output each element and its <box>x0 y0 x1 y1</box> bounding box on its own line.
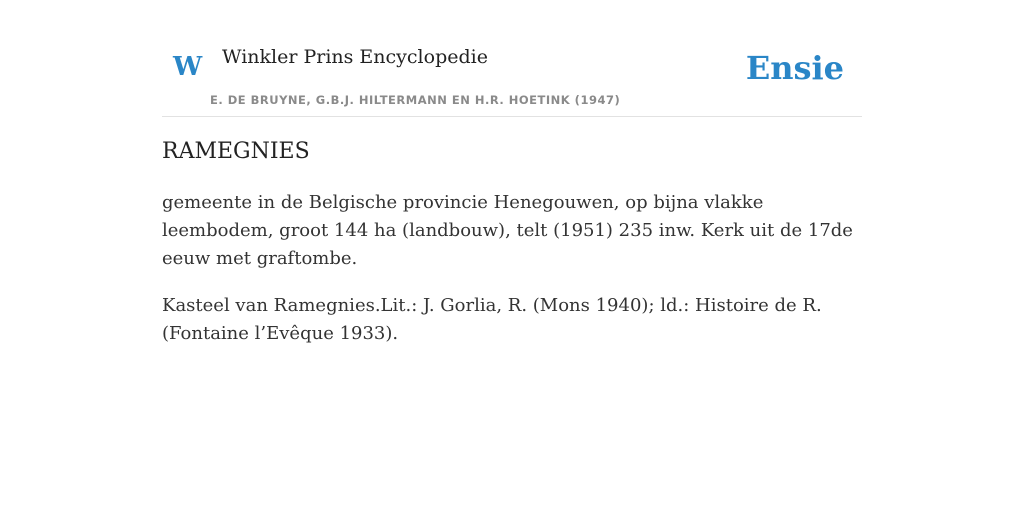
winkler-prins-logo[interactable]: W <box>173 52 203 82</box>
source-authors: E. DE BRUYNE, G.B.J. HILTERMANN EN H.R. HOETINK (1947) <box>210 93 621 107</box>
entry-title: RAMEGNIES <box>162 139 310 164</box>
source-header <box>162 0 862 117</box>
entry-paragraph: Kasteel van Ramegnies.Lit.: J. Gorlia, R. (Mons 1940); ld.: Histoire de R. (Fontaine l’Evêque 1933). <box>162 294 822 344</box>
article <box>162 138 862 348</box>
entry-paragraph: gemeente in de Belgische provincie Henegouwen, op bijna vlakke leembodem, groot 144 ha (landbouw), telt (1951) 235 inw. Kerk uit de 17de eeuw met graftombe. <box>162 191 853 269</box>
ensie-logo-link[interactable]: Ensie <box>745 49 844 87</box>
source-title[interactable]: Winkler Prins Encyclopedie <box>222 46 488 68</box>
